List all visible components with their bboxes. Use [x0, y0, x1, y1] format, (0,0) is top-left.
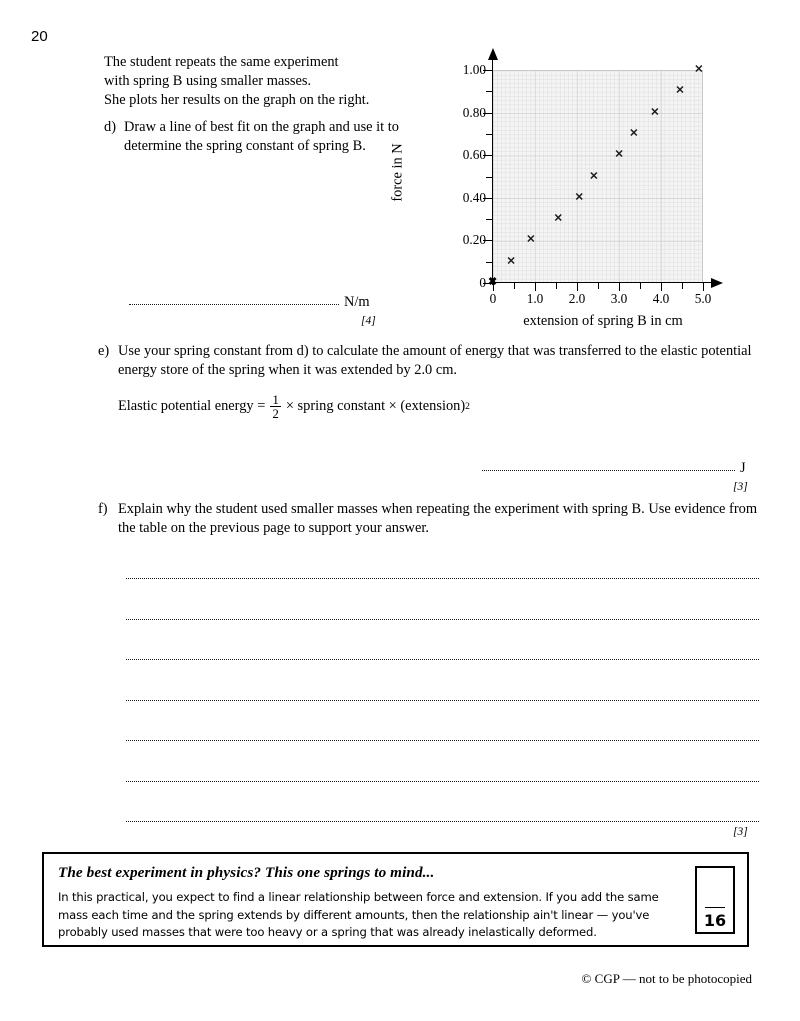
- y-tick-minor: [486, 219, 492, 220]
- answer-line[interactable]: [126, 619, 759, 620]
- y-axis-arrow: [488, 48, 498, 60]
- intro-line-1: The student repeats the same experiment: [104, 54, 339, 70]
- marks-d: [4]: [361, 315, 376, 327]
- data-point: ✕: [694, 63, 704, 76]
- x-axis-line: [492, 282, 714, 283]
- epe-formula: [118, 393, 758, 420]
- x-tick-label: 0: [489, 291, 497, 306]
- data-point: ✕: [614, 148, 624, 161]
- question-e-marker: e): [98, 343, 110, 359]
- x-tick-major: [493, 283, 494, 291]
- marks-e: [3]: [733, 481, 748, 493]
- force-extension-graph: [389, 46, 718, 336]
- data-point: ✕: [553, 212, 563, 225]
- y-tick-minor: [486, 262, 492, 263]
- tip-box-inner: [44, 854, 747, 945]
- data-point: ✕: [574, 191, 584, 204]
- answer-line[interactable]: [126, 781, 759, 782]
- tip-box-body: In this practical, you expect to find a linear relationship between force and extension. If you add the same mass each time and the spring extends by different amounts, then the relationship ain't linear — you've probably used masses that were too heavy or a spring that was already inelastically deformed.: [58, 890, 659, 939]
- x-tick-minor: [640, 283, 641, 289]
- x-tick-major: [661, 283, 662, 291]
- tip-box: [42, 852, 749, 947]
- formula-exponent: 2: [465, 401, 470, 413]
- data-point: ✕: [589, 170, 599, 182]
- page-number: 20: [31, 28, 48, 45]
- answer-line[interactable]: [126, 578, 759, 579]
- question-part-d: [104, 118, 434, 156]
- intro-line-2: with spring B using smaller masses.: [104, 73, 312, 90]
- x-axis-arrow: [711, 278, 723, 288]
- question-d-text: Draw a line of best fit on the graph and use it to determine the spring constant of spring B.: [124, 119, 399, 155]
- x-axis-title: extension of spring B in cm: [523, 313, 683, 329]
- marks-f: [3]: [733, 826, 748, 838]
- x-tick-minor: [598, 283, 599, 289]
- x-tick-minor: [514, 283, 515, 289]
- tip-box-title: The best experiment in physics? This one springs to mind...: [58, 864, 435, 881]
- data-point: ✕: [650, 106, 660, 119]
- y-axis-line: [492, 58, 493, 285]
- answer-line[interactable]: [126, 821, 759, 822]
- x-tick-label: 5.0: [694, 291, 712, 306]
- y-tick-minor: [486, 134, 492, 135]
- fraction-numerator: 1: [272, 392, 279, 408]
- answer-line-e[interactable]: [482, 470, 735, 471]
- x-tick-label: 2.0: [568, 291, 586, 306]
- data-point: ✕: [526, 233, 536, 246]
- y-tick-label: 0.80: [462, 104, 486, 120]
- score-total: 16: [703, 911, 727, 930]
- answer-line[interactable]: [126, 740, 759, 741]
- question-f-marker: f): [98, 501, 108, 517]
- intro-line-3: She plots her results on the graph on the right.: [104, 92, 370, 109]
- answer-unit-e: J: [740, 460, 746, 476]
- fraction-denominator: 2: [272, 406, 279, 422]
- question-e-text: Use your spring constant from d) to calculate the amount of energy that was transferred to the elastic potential energy store of the spring when it was extended by 2.0 cm.: [118, 343, 752, 379]
- answer-unit-d: N/m: [344, 294, 370, 310]
- answer-line[interactable]: [126, 700, 759, 701]
- origin-marker: ✖: [488, 276, 498, 289]
- data-point: ✕: [675, 84, 685, 97]
- x-tick-label: 3.0: [610, 291, 628, 306]
- x-tick-major: [619, 283, 620, 291]
- y-tick-minor: [486, 91, 492, 92]
- x-tick-label: 1.0: [526, 291, 544, 306]
- x-tick-major: [577, 283, 578, 291]
- x-tick-minor: [682, 283, 683, 289]
- question-part-e: [98, 342, 758, 420]
- y-tick-label: 0.20: [462, 232, 486, 248]
- x-tick-label: 4.0: [652, 291, 670, 306]
- y-tick-label: 0: [479, 275, 486, 290]
- x-tick-major: [703, 283, 704, 291]
- page-footer: © CGP — not to be photocopied: [581, 971, 752, 986]
- y-tick-minor: [486, 177, 492, 178]
- score-divider: [705, 907, 725, 908]
- y-tick-label: 0.40: [462, 189, 486, 205]
- answer-line-d[interactable]: [129, 304, 339, 305]
- y-axis-title: force in N: [389, 143, 406, 202]
- y-tick-label: 0.60: [462, 147, 486, 163]
- score-box: [695, 866, 735, 934]
- formula-lead: Elastic potential energy =: [118, 398, 266, 415]
- question-part-f: [98, 500, 758, 538]
- half-fraction: [270, 393, 281, 420]
- intro-text: [104, 53, 434, 111]
- y-tick-label: 1.00: [462, 62, 486, 77]
- x-tick-major: [535, 283, 536, 291]
- data-point: ✕: [629, 127, 639, 140]
- formula-rest: × spring constant × (extension): [285, 398, 466, 415]
- x-tick-minor: [556, 283, 557, 289]
- question-d-marker: d): [104, 119, 116, 135]
- question-f-text: Explain why the student used smaller masses when repeating the experiment with spring B. Use evidence from the table on the previous page to support your answer.: [118, 501, 758, 537]
- answer-line[interactable]: [126, 659, 759, 660]
- data-point: ✕: [506, 255, 516, 268]
